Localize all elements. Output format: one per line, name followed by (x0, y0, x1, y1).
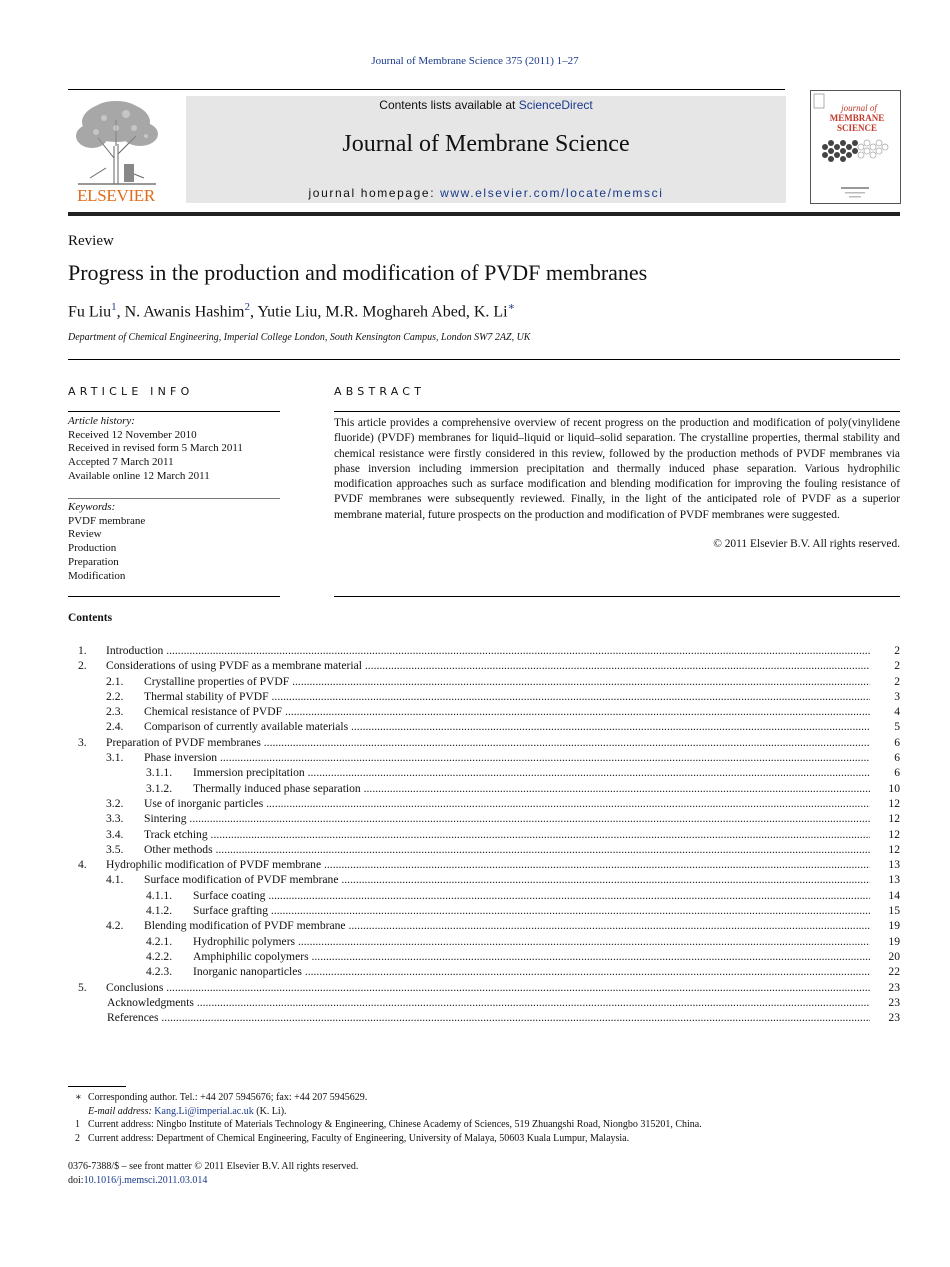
toc-entry[interactable] (68, 827, 900, 842)
toc-number: 3.1. (106, 751, 124, 765)
divider (68, 498, 280, 499)
article-history (68, 415, 280, 484)
toc-title[interactable]: Immersion precipitation ..... (193, 765, 870, 780)
toc-entry[interactable] (68, 995, 900, 1010)
keywords (68, 501, 280, 583)
toc-page-number: 12 (888, 796, 900, 810)
footnotes (68, 1091, 900, 1146)
toc-page-number: 14 (888, 888, 900, 902)
toc-entry[interactable] (68, 888, 900, 903)
author-separator: , (249, 303, 258, 321)
toc-title[interactable]: Surface grafting ..... (193, 903, 870, 918)
sciencedirect-link[interactable]: ScienceDirect (518, 98, 593, 112)
journal-homepage-line: journal homepage: www.elsevier.com/locate/memsci (308, 186, 664, 200)
keywords-label: Keywords: (68, 501, 116, 513)
toc-number: 2.4. (106, 720, 124, 734)
toc-page-number: 23 (888, 980, 900, 994)
author-separator: , (116, 303, 125, 321)
keyword: Production (68, 542, 117, 555)
toc-number: 2.3. (106, 705, 124, 719)
toc-page-number: 19 (888, 919, 900, 933)
footnote-mark: 1 (75, 1119, 80, 1131)
author-footnote-mark[interactable]: 1 (111, 301, 117, 313)
toc-page-number: 2 (894, 659, 900, 673)
toc-entry[interactable] (68, 704, 900, 719)
toc-entry[interactable] (68, 765, 900, 780)
keyword: PVDF membrane (68, 514, 146, 527)
toc-entry[interactable] (68, 796, 900, 811)
divider (68, 359, 900, 360)
toc-entry[interactable] (68, 658, 900, 673)
header-rule (68, 89, 785, 90)
contents-available-line: Contents lists available at ScienceDirect (379, 98, 593, 112)
keyword: Modification (68, 569, 126, 582)
toc-title[interactable]: Inorganic nanoparticles ..... (193, 964, 870, 979)
history-label: Article history: (68, 415, 135, 427)
toc-title[interactable]: Hydrophilic polymers ..... (193, 934, 870, 949)
toc-title[interactable]: Considerations of using PVDF as a membrane material ..... (106, 658, 870, 673)
divider (334, 411, 900, 412)
toc-page-number: 13 (888, 858, 900, 872)
history-revised: Received in revised form 5 March 2011 (68, 442, 243, 455)
author-footnote-mark[interactable]: 2 (244, 301, 250, 313)
toc-number: 4.2. (106, 919, 124, 933)
toc-number: 3.4. (106, 827, 124, 841)
toc-title[interactable]: Comparison of currently available materials ..... (144, 719, 870, 734)
footnote-1: 1 Current address: Ningbo Institute of Materials Technology & Engineering, Chinese Academy of Sciences, 519 Zhuangshi Road, Niongbo 315201, China. (75, 1119, 702, 1131)
toc-number: 3. (78, 735, 87, 749)
author: Yutie Liu, M.R. Moghareh Abed, K. Li (257, 303, 508, 321)
abstract-copyright: © 2011 Elsevier B.V. All rights reserved. (713, 538, 900, 550)
footnote-mark: ∗ (75, 1092, 82, 1103)
toc-entry[interactable] (68, 1010, 900, 1025)
toc-number: 2.1. (106, 674, 124, 688)
footnote-email: E-mail address: Kang.Li@imperial.ac.uk (K. Li). (88, 1105, 287, 1117)
toc-title[interactable]: Thermal stability of PVDF ..... (144, 689, 870, 704)
toc-page-number: 23 (888, 1011, 900, 1025)
history-online: Available online 12 March 2011 (68, 469, 210, 482)
divider (68, 411, 280, 412)
footnote-corresponding: ∗ Corresponding author. Tel.: +44 207 5945676; fax: +44 207 5945629. (75, 1092, 368, 1103)
abstract-heading: ABSTRACT (334, 385, 426, 398)
history-accepted: Accepted 7 March 2011 (68, 456, 174, 469)
toc-entry[interactable] (68, 811, 900, 826)
toc-page-number: 5 (894, 720, 900, 734)
toc-title[interactable]: Amphiphilic copolymers ..... (193, 949, 870, 964)
toc-number: 3.1.2. (146, 781, 173, 795)
toc-page-number: 22 (888, 965, 900, 979)
author: Fu Liu (68, 303, 112, 321)
journal-name: Journal of Membrane Science (342, 131, 630, 157)
toc-entry[interactable] (68, 949, 900, 964)
toc-page-number: 2 (894, 644, 900, 657)
toc-number: 3.5. (106, 842, 124, 856)
header-thick-rule (68, 212, 900, 216)
footnote-mark: 2 (75, 1133, 80, 1145)
keyword: Preparation (68, 555, 119, 568)
history-received: Received 12 November 2010 (68, 428, 197, 441)
toc-number: 2.2. (106, 689, 124, 703)
toc-page-number: 6 (894, 735, 900, 749)
toc-title[interactable]: Introduction ..... (106, 643, 870, 658)
email-link[interactable]: Kang.Li@imperial.ac.uk (154, 1105, 254, 1117)
elsevier-wordmark: ELSEVIER (77, 186, 155, 205)
toc-title[interactable]: Blending modification of PVDF membrane ..... (144, 918, 870, 933)
front-matter (68, 1160, 358, 1187)
svg-text:MEMBRANE: MEMBRANE (829, 113, 885, 123)
svg-text:journal of: journal of (841, 103, 877, 113)
homepage-link[interactable]: www.elsevier.com/locate/memsci (440, 186, 664, 200)
toc-number: 4.2.3. (146, 965, 173, 979)
toc-page-number: 6 (894, 766, 900, 780)
article-info-heading: ARTICLE INFO (68, 385, 194, 398)
footnote-2: 2 Current address: Department of Chemical Engineering, Faculty of Engineering, University of Malaya, 50603 Kuala Lumpur, Malaysia. (75, 1133, 630, 1145)
toc-title[interactable]: Acknowledgments ..... (107, 995, 870, 1010)
toc-title[interactable]: Track etching ..... (144, 827, 870, 842)
toc-page-number: 23 (888, 995, 900, 1009)
toc-number: 3.1.1. (146, 766, 173, 780)
divider (334, 596, 900, 597)
toc-number: 2. (78, 659, 87, 673)
toc-page-number: 12 (888, 827, 900, 841)
toc-page-number: 4 (894, 705, 900, 719)
toc-number: 3.3. (106, 812, 124, 826)
author: N. Awanis Hashim (124, 303, 245, 321)
toc-number: 4.1. (106, 873, 124, 887)
toc-title[interactable]: Preparation of PVDF membranes ..... (106, 735, 870, 750)
toc-entry[interactable] (68, 735, 900, 750)
footnote-rule (68, 1086, 126, 1087)
toc-title[interactable]: Use of inorganic particles ..... (144, 796, 870, 811)
toc-entry[interactable] (68, 980, 900, 995)
toc-title[interactable]: Phase inversion ..... (144, 750, 870, 765)
toc-entry[interactable] (68, 750, 900, 765)
toc-number: 4. (78, 858, 87, 872)
journal-cover-thumbnail[interactable] (810, 90, 901, 204)
toc-entry[interactable] (68, 857, 900, 872)
toc-page-number: 15 (888, 904, 900, 918)
toc-title[interactable]: Surface coating ..... (193, 888, 870, 903)
affiliation: Department of Chemical Engineering, Imperial College London, South Kensington Campus, London SW7 2AZ, UK (68, 332, 531, 343)
toc-page-number: 13 (888, 873, 900, 887)
toc-entry[interactable] (68, 781, 900, 796)
abstract-text: This article provides a comprehensive overview of recent progress on the production and modification of poly(vinylidene fluoride) (PVDF) membranes for liquid–liquid or liquid–solid separation. The crystalline properties, thermal stability and chemical resistance were firstly considered in this review, followed by the production methods of PVDF membranes via phase inversion including immersion precipitation and thermally induced phase separation. Various hydrophilic modification approaches such as surface modification and blending modification for improving the fouling resistance of PVDF membranes were subsequently reviewed. Finally, in the light of the anticipated role of PVDF as a superior membrane material, future prospects on the production and modification of PVDF membranes were suggested. (334, 417, 900, 521)
toc-title[interactable]: Conclusions ..... (106, 980, 870, 995)
toc-entry[interactable] (68, 674, 900, 689)
toc-page-number: 12 (888, 812, 900, 826)
toc-number: 4.2.2. (146, 949, 173, 963)
toc-title[interactable]: Other methods ..... (144, 842, 870, 857)
toc-title[interactable]: References ..... (107, 1010, 870, 1025)
svg-text:SCIENCE: SCIENCE (836, 123, 878, 133)
corresponding-author-mark[interactable]: ∗ (507, 301, 516, 313)
toc-page-number: 6 (894, 751, 900, 765)
toc-page-number: 10 (888, 781, 900, 795)
toc-number: 5. (78, 980, 87, 994)
issn-line: 0376-7388/$ – see front matter © 2011 Elsevier B.V. All rights reserved. (68, 1161, 359, 1172)
doi-link[interactable]: 10.1016/j.memsci.2011.03.014 (83, 1174, 208, 1186)
toc-title[interactable]: Chemical resistance of PVDF ..... (144, 704, 870, 719)
toc-number: 4.1.1. (146, 888, 173, 902)
toc-entry[interactable] (68, 918, 900, 933)
toc-entry[interactable] (68, 719, 900, 734)
doi-line: doi:10.1016/j.memsci.2011.03.014 (68, 1174, 208, 1186)
toc-entry[interactable] (68, 964, 900, 979)
toc-entry[interactable] (68, 643, 900, 658)
author-list (68, 300, 515, 321)
toc-entry[interactable] (68, 903, 900, 918)
toc-entry[interactable] (68, 842, 900, 857)
toc-page-number: 20 (888, 949, 900, 963)
journal-citation[interactable]: Journal of Membrane Science 375 (2011) 1–27 (371, 55, 579, 67)
toc-entry[interactable] (68, 872, 900, 887)
toc-page-number: 3 (894, 689, 900, 703)
toc-page-number: 19 (888, 934, 900, 948)
article-type: Review (68, 233, 114, 249)
contents-heading: Contents (68, 612, 113, 624)
article-title: Progress in the production and modification of PVDF membranes (68, 260, 648, 285)
toc-page-number: 2 (894, 674, 900, 688)
toc-number: 4.2.1. (146, 934, 173, 948)
toc-number: 4.1.2. (146, 904, 173, 918)
toc-title[interactable]: Sintering ..... (144, 811, 870, 826)
toc-number: 1. (78, 644, 87, 657)
toc-entry[interactable] (68, 689, 900, 704)
table-of-contents (68, 643, 900, 1025)
toc-page-number: 12 (888, 842, 900, 856)
keyword: Review (68, 528, 102, 541)
toc-title[interactable]: Hydrophilic modification of PVDF membrane ..... (106, 857, 870, 872)
toc-title[interactable]: Thermally induced phase separation ..... (193, 781, 870, 796)
divider (68, 596, 280, 597)
toc-entry[interactable] (68, 934, 900, 949)
toc-number: 3.2. (106, 796, 124, 810)
toc-title[interactable]: Surface modification of PVDF membrane ..... (144, 872, 870, 887)
toc-title[interactable]: Crystalline properties of PVDF ..... (144, 674, 870, 689)
